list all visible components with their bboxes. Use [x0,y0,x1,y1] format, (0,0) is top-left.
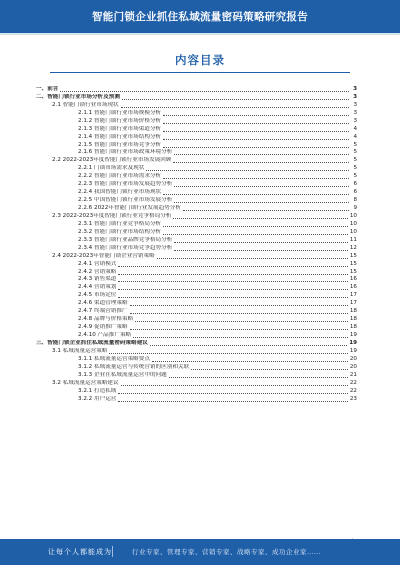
toc-entry-page: 17 [349,292,357,299]
toc-entry[interactable] [36,324,357,332]
toc-leader-dots [118,289,347,290]
footer-bar [0,539,400,565]
toc-entry[interactable] [36,348,357,356]
toc-leader-dots [163,226,348,227]
toc-entry-page: 4 [353,125,357,132]
toc-entry-page: 3 [353,101,357,108]
toc-entry-title: 二、智能门锁行业市场分析及预测 [36,93,120,100]
toc-entry-title: 3.1.2 私域流量运营与传统营销的区别和关联 [78,363,190,370]
toc-entry[interactable] [36,356,357,364]
toc-leader-dots [191,369,348,370]
toc-leader-dots [130,329,348,330]
toc-entry-title: 2.4.8 品牌与价格策略 [78,316,134,323]
toc-entry[interactable] [36,237,357,245]
toc-entry-page: 5 [353,173,357,180]
footer-slogan: 让每个人都能成为 [48,548,112,556]
toc-entry-page: 3 [353,109,357,116]
toc-entry-title: 2.4.2 营销策略 [78,268,117,275]
toc-entry-page: 10 [349,212,357,219]
toc-entry[interactable] [36,150,357,158]
toc-entry[interactable] [36,110,357,118]
toc-leader-dots [157,258,348,259]
toc-leader-dots [152,361,348,362]
footer-separator [112,546,113,557]
toc-entry[interactable] [36,142,357,150]
toc-entry-title: 3.1 私域流量运营策略 [52,347,108,354]
toc-entry[interactable] [36,308,357,316]
toc-entry-title: 2.4.7 终端营销推广 [78,308,128,315]
toc-entry-page: 15 [349,252,357,259]
toc-entry-page: 15 [349,260,357,267]
toc-entry-page: 18 [349,324,357,331]
toc-entry[interactable] [36,245,357,253]
toc-entry[interactable] [36,396,357,404]
toc-entry-page: 16 [349,276,357,283]
toc-leader-dots [163,234,348,235]
toc-leader-dots [135,321,348,322]
toc-entry[interactable] [36,229,357,237]
toc-entry-title: 2.3.1 智能门锁行业竞争格局分析 [78,220,162,227]
header-bar [0,0,400,33]
toc-leader-dots [163,131,349,132]
toc-entry-page: 8 [353,197,357,204]
toc-entry[interactable] [36,165,357,173]
toc-entry-title: 2.4.6 渠道管理策略 [78,300,128,307]
toc-entry[interactable] [36,300,357,308]
toc-entry-title: 2.2.3 智能门锁行业市场发展趋势分析 [78,181,173,188]
toc-leader-dots [118,297,347,298]
toc-entry-page: 19 [349,339,357,346]
toc-leader-dots [174,202,349,203]
toc-entry-title: 2.2.6 2022年智能门锁行业发展趋势分析 [78,205,181,212]
toc-entry-title: 2.4.10 产品推广策略 [78,332,132,339]
toc-entry[interactable] [36,261,357,269]
toc-entry-page: 5 [353,141,357,148]
toc-entry-title: 2.4.3 销售渠道 [78,276,117,283]
toc-entry[interactable] [36,189,357,197]
toc-leader-dots [163,123,349,124]
toc-entry-page: 18 [349,316,357,323]
toc-entry[interactable] [36,197,357,205]
toc-heading: 内容目录 [175,53,225,67]
toc-entry-page: 5 [353,149,357,156]
toc-leader-dots [163,147,349,148]
toc-entry-title: 3.1.1 私域流量运营策略要点 [78,355,150,362]
toc-entry-title: 2.3.3 智能门锁行业品牌竞争格局分析 [78,236,173,243]
toc-entry-title: 2.4.9 促销推广策略 [78,324,128,331]
header-divider [0,33,400,35]
toc-leader-dots [118,393,347,394]
toc-entry-title: 2.4.1 营销模式 [78,260,117,267]
toc-entry-page: 23 [349,395,357,402]
footer-tagline: 行业专家、管理专家、营销专家、战略专家、成功企业家…… [132,548,321,556]
toc-leader-dots [163,194,349,195]
report-title: 智能门锁企业抓住私域流量密码策略研究报告 [92,11,308,23]
toc-entry[interactable] [36,316,357,324]
toc-entry-page: 22 [349,387,357,394]
toc-entry-page: 5 [353,165,357,172]
toc-entry-title: 2.2.5 中国智能门锁行业市场发展分析 [78,197,173,204]
toc-leader-dots [133,337,348,338]
toc-entry-title: 2.4.5 市场定位 [78,292,117,299]
toc-entry[interactable] [36,181,357,189]
toc-entry-title: 2.1.3 智能门锁行业市场渠道分析 [78,125,162,132]
toc-entry-title: 2.1.5 智能门锁行业市场竞争分析 [78,141,162,148]
toc-entry[interactable] [36,372,357,380]
toc-entry-page: 3 [353,85,357,92]
toc-leader-dots [118,274,347,275]
toc-entry-page: 9 [353,205,357,212]
toc-entry-page: 11 [349,236,357,243]
toc-entry[interactable] [36,284,357,292]
toc-entry-title: 2.2.4 我国智能门锁行业市场现状 [78,189,162,196]
toc-entry-title: 2.3.2 智能门锁行业市场结构分析 [78,228,162,235]
toc-leader-dots [174,154,349,155]
toc-leader-dots [146,170,349,171]
toc-leader-dots [169,377,348,378]
toc-entry[interactable] [36,292,357,300]
toc-entry-page: 6 [353,181,357,188]
toc-entry-title: 2.3 2022-2023年度智能门锁行业竞争格局分析 [52,212,172,219]
toc-entry[interactable] [36,126,357,134]
toc-entry[interactable] [36,380,357,388]
toc-entry-title: 2.2 2022-2023年度智能门锁行业市场发展回顾 [52,157,172,164]
toc-entry-page: 15 [349,268,357,275]
toc-entry-page: 10 [349,228,357,235]
toc-leader-dots [121,385,348,386]
toc-leader-dots [174,242,348,243]
toc-entry-title: 2.4.4 营销策划 [78,284,117,291]
toc-entry-page: 5 [353,157,357,164]
toc-entry[interactable] [36,213,357,221]
toc-entry-page: 4 [353,133,357,140]
toc-entry[interactable] [36,157,357,165]
toc-entry-title: 3.1.3 企业在私域流量运营中的问题 [78,371,167,378]
toc-entry[interactable] [36,340,357,348]
table-of-contents [36,86,357,404]
toc-entry-page: 16 [349,284,357,291]
toc-entry-title: 2.1 智能门锁行业市场现状 [52,101,119,108]
toc-entry-title: 2.2.2 智能门锁行业市场需求分析 [78,173,162,180]
toc-leader-dots [118,266,347,267]
toc-entry[interactable] [36,332,357,340]
toc-leader-dots [130,305,348,306]
toc-entry-page: 20 [349,355,357,362]
toc-entry[interactable] [36,94,357,102]
toc-heading-underline [50,72,350,73]
toc-entry[interactable] [36,86,357,94]
toc-leader-dots [174,186,349,187]
toc-entry-page: 12 [349,244,357,251]
toc-entry-page: 22 [349,379,357,386]
toc-leader-dots [109,353,347,354]
toc-entry-page: 3 [353,117,357,124]
toc-entry-title: 2.1.1 智能门锁行业市场规模分析 [78,109,162,116]
toc-entry-title: 2.1.6 智能门锁行业市场政策环境分析 [78,149,173,156]
toc-entry-page: 19 [349,347,357,354]
toc-entry[interactable] [36,221,357,229]
toc-leader-dots [130,313,348,314]
toc-entry-page: 6 [353,189,357,196]
toc-entry-title: 3.2.2 用户运营 [78,395,117,402]
toc-leader-dots [173,162,349,163]
toc-leader-dots [174,250,348,251]
toc-entry-page: 17 [349,300,357,307]
toc-leader-dots [121,107,349,108]
toc-leader-dots [122,99,349,100]
toc-entry-page: 3 [353,93,357,100]
toc-entry[interactable] [36,277,357,285]
toc-entry[interactable] [36,253,357,261]
toc-entry[interactable] [36,205,357,213]
toc-entry-title: 三、智能门锁企业抓住私域流量密码策略建议 [36,339,148,346]
toc-leader-dots [163,178,349,179]
toc-leader-dots [173,218,347,219]
toc-entry-title: 2.1.4 智能门锁行业市场结构分析 [78,133,162,140]
toc-leader-dots [150,345,347,346]
toc-entry[interactable] [36,364,357,372]
toc-leader-dots [163,139,349,140]
toc-entry[interactable] [36,388,357,396]
toc-entry[interactable] [36,269,357,277]
toc-leader-dots [118,281,347,282]
toc-entry-page: 20 [349,363,357,370]
toc-leader-dots [60,91,349,92]
toc-leader-dots [163,115,349,116]
toc-entry[interactable] [36,118,357,126]
toc-entry-page: 18 [349,308,357,315]
toc-entry-title: 一、前言 [36,85,59,92]
toc-entry-page: 21 [349,371,357,378]
toc-entry[interactable] [36,102,357,110]
toc-entry[interactable] [36,173,357,181]
toc-entry-page: 19 [349,332,357,339]
toc-entry-title: 2.4 2022-2023年智能门锁企业营销策略 [52,252,155,259]
toc-entry-title: 3.2 私域流量运营策略建议 [52,379,119,386]
toc-entry[interactable] [36,134,357,142]
toc-entry-title: 2.2.1 门锁市场需求及现状 [78,165,145,172]
toc-entry-page: 10 [349,220,357,227]
toc-entry-title: 3.2.1 打造私域 [78,387,117,394]
toc-entry-title: 2.3.4 智能门锁行业市场竞争趋势分析 [78,244,173,251]
toc-entry-title: 2.1.2 智能门锁行业市场价格分析 [78,117,162,124]
toc-leader-dots [118,401,347,402]
toc-leader-dots [183,210,349,211]
